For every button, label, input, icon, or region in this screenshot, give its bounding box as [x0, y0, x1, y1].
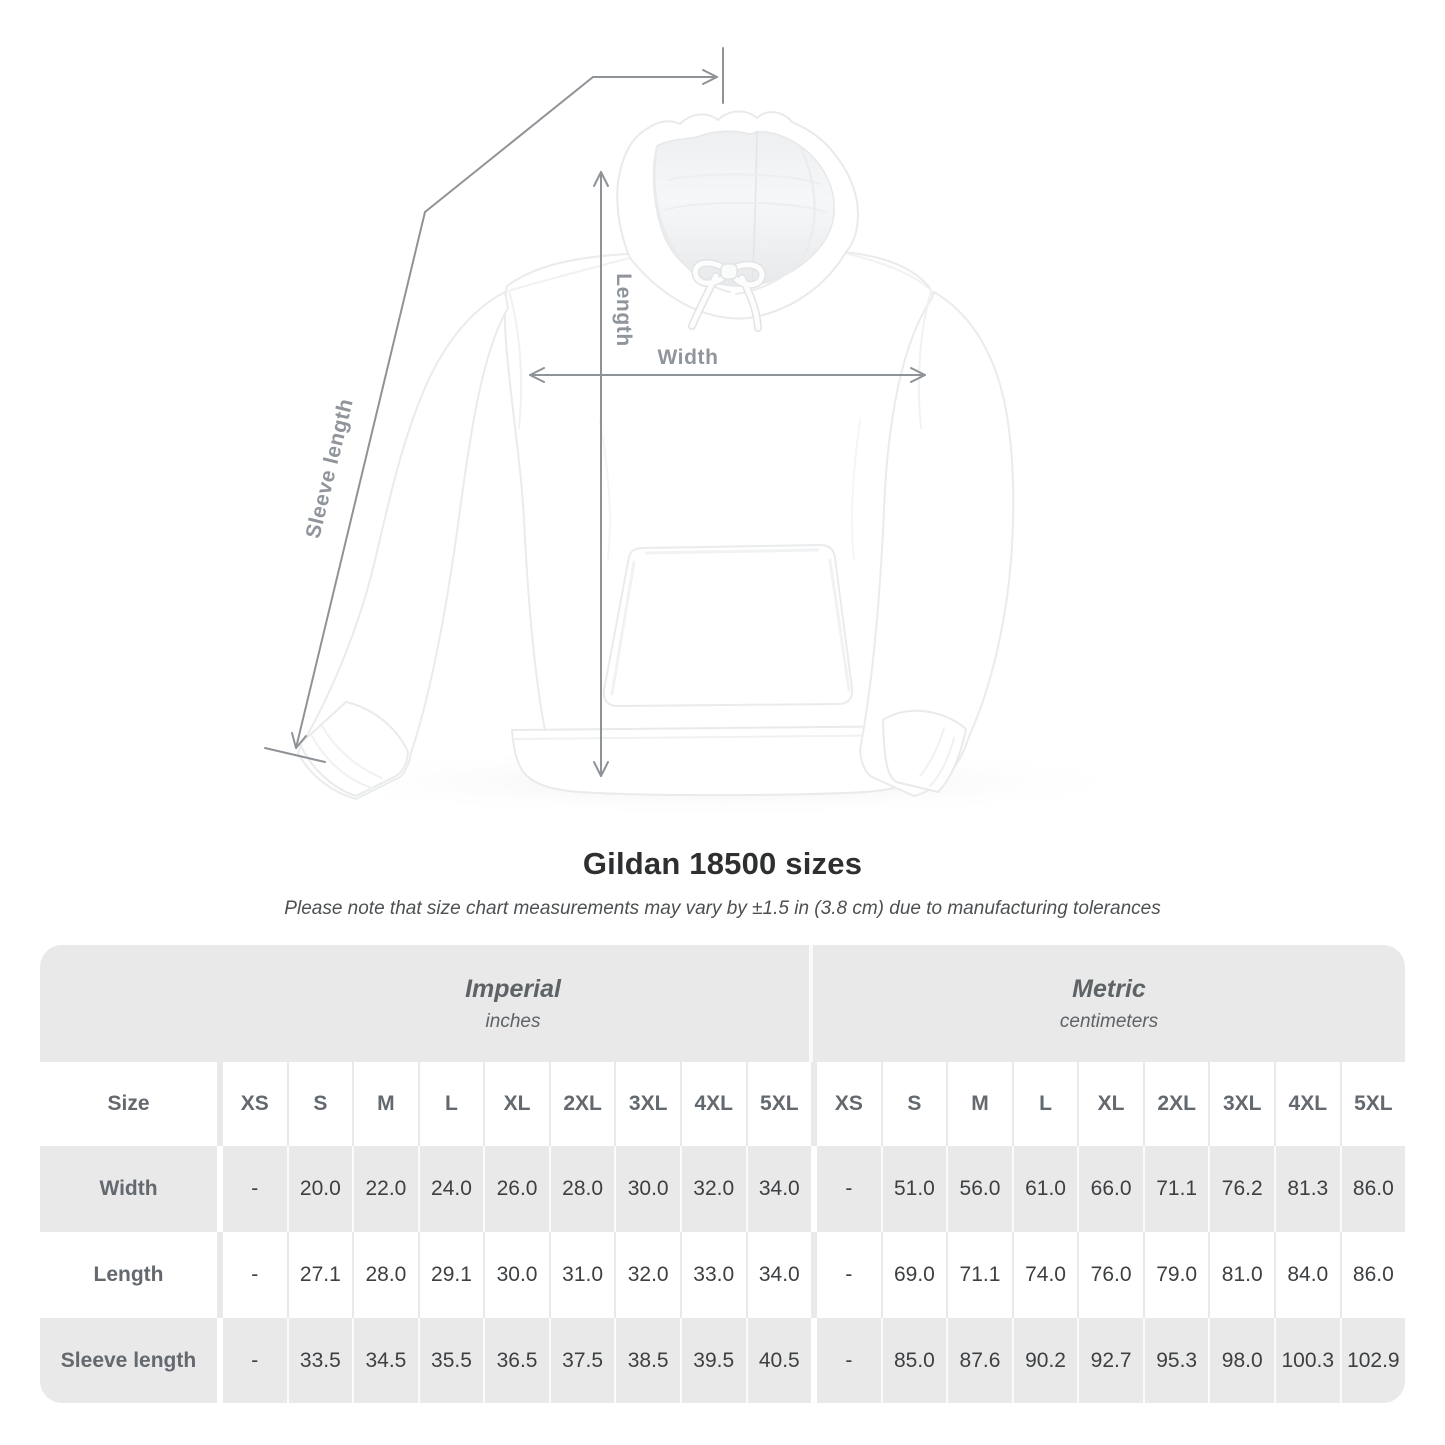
imperial-group-title: Imperial: [465, 974, 561, 1003]
value-cell: -: [217, 1232, 287, 1318]
value-cell: 74.0: [1012, 1232, 1078, 1318]
value-cell: 84.0: [1274, 1232, 1340, 1318]
sleeve-length-measure-label: Sleeve length: [301, 396, 358, 541]
value-cell: 35.5: [418, 1318, 484, 1403]
value-cell: 76.2: [1208, 1146, 1274, 1232]
value-cell: 86.0: [1340, 1146, 1405, 1232]
value-cell: 92.7: [1077, 1318, 1143, 1403]
value-cell: -: [217, 1146, 287, 1232]
value-cell: 66.0: [1077, 1146, 1143, 1232]
value-cell: -: [217, 1318, 287, 1403]
size-col-header: L: [418, 1062, 484, 1146]
value-cell: 69.0: [881, 1232, 947, 1318]
value-cell: 90.2: [1012, 1318, 1078, 1403]
value-cell: 71.1: [1143, 1146, 1209, 1232]
value-cell: 30.0: [614, 1146, 680, 1232]
value-cell: 22.0: [352, 1146, 418, 1232]
length-measure-label: Length: [612, 273, 635, 347]
value-cell: 32.0: [680, 1146, 746, 1232]
value-cell: -: [811, 1146, 881, 1232]
value-cell: 27.1: [287, 1232, 353, 1318]
value-cell: 81.3: [1274, 1146, 1340, 1232]
value-cell: 39.5: [680, 1318, 746, 1403]
size-col-header: 5XL: [746, 1062, 812, 1146]
size-chart-table: [40, 945, 1405, 1403]
size-col-header: 2XL: [1143, 1062, 1209, 1146]
value-cell: -: [811, 1232, 881, 1318]
value-cell: 36.5: [483, 1318, 549, 1403]
value-cell: 30.0: [483, 1232, 549, 1318]
value-cell: 34.0: [746, 1146, 812, 1232]
size-col-header: M: [946, 1062, 1012, 1146]
size-header-row: [40, 1062, 1405, 1146]
value-cell: 34.0: [746, 1232, 812, 1318]
value-cell: 51.0: [881, 1146, 947, 1232]
value-cell: 28.0: [352, 1232, 418, 1318]
hoodie-illustration: [298, 112, 1013, 800]
size-col-header: S: [881, 1062, 947, 1146]
size-col-header: 5XL: [1340, 1062, 1405, 1146]
value-cell: 33.0: [680, 1232, 746, 1318]
value-cell: 31.0: [549, 1232, 615, 1318]
unit-group-band: [40, 945, 1405, 1062]
sleeve-length-row: [40, 1318, 1405, 1403]
value-cell: 85.0: [881, 1318, 947, 1403]
size-col-header: XS: [811, 1062, 881, 1146]
width-row: [40, 1146, 1405, 1232]
size-col-header: 3XL: [614, 1062, 680, 1146]
value-cell: 61.0: [1012, 1146, 1078, 1232]
value-cell: 33.5: [287, 1318, 353, 1403]
value-cell: 100.3: [1274, 1318, 1340, 1403]
row-label: Width: [99, 1177, 158, 1200]
value-cell: 79.0: [1143, 1232, 1209, 1318]
value-cell: 98.0: [1208, 1318, 1274, 1403]
size-col-header: S: [287, 1062, 353, 1146]
value-cell: 40.5: [746, 1318, 812, 1403]
metric-group-title: Metric: [1072, 974, 1146, 1003]
tolerance-note: Please note that size chart measurements may vary by ±1.5 in (3.8 cm) due to manufacturing tolerances: [284, 898, 1161, 919]
value-cell: 38.5: [614, 1318, 680, 1403]
value-cell: 37.5: [549, 1318, 615, 1403]
hoodie-pocket: [604, 545, 852, 706]
value-cell: 26.0: [483, 1146, 549, 1232]
value-cell: 71.1: [946, 1232, 1012, 1318]
chart-heading: [0, 846, 1445, 920]
value-cell: 24.0: [418, 1146, 484, 1232]
metric-group-unit: centimeters: [1059, 1010, 1159, 1032]
value-cell: 32.0: [614, 1232, 680, 1318]
size-col-header: L: [1012, 1062, 1078, 1146]
value-cell: 87.6: [946, 1318, 1012, 1403]
value-cell: -: [811, 1318, 881, 1403]
size-col-header: XS: [217, 1062, 287, 1146]
value-cell: 20.0: [287, 1146, 353, 1232]
value-cell: 29.1: [418, 1232, 484, 1318]
width-measure-label: Width: [657, 346, 719, 369]
value-cell: 81.0: [1208, 1232, 1274, 1318]
size-col-header: XL: [1077, 1062, 1143, 1146]
imperial-group-unit: inches: [485, 1010, 541, 1032]
page-title: Gildan 18500 sizes: [582, 846, 863, 881]
size-header-label: Size: [107, 1092, 150, 1115]
size-col-header: XL: [483, 1062, 549, 1146]
value-cell: 102.9: [1340, 1318, 1405, 1403]
imperial-group-header: [217, 945, 809, 1062]
metric-group-header: [809, 945, 1405, 1062]
value-cell: 34.5: [352, 1318, 418, 1403]
value-cell: 76.0: [1077, 1232, 1143, 1318]
value-cell: 56.0: [946, 1146, 1012, 1232]
row-label: Sleeve length: [60, 1348, 197, 1372]
size-col-header: 4XL: [1274, 1062, 1340, 1146]
size-col-header: 4XL: [680, 1062, 746, 1146]
value-cell: 86.0: [1340, 1232, 1405, 1318]
size-col-header: 3XL: [1208, 1062, 1274, 1146]
band-spacer: [40, 945, 217, 1062]
value-cell: 95.3: [1143, 1318, 1209, 1403]
value-cell: 28.0: [549, 1146, 615, 1232]
size-col-header: 2XL: [549, 1062, 615, 1146]
row-label: Length: [93, 1263, 164, 1286]
length-row: [40, 1232, 1405, 1318]
size-col-header: M: [352, 1062, 418, 1146]
